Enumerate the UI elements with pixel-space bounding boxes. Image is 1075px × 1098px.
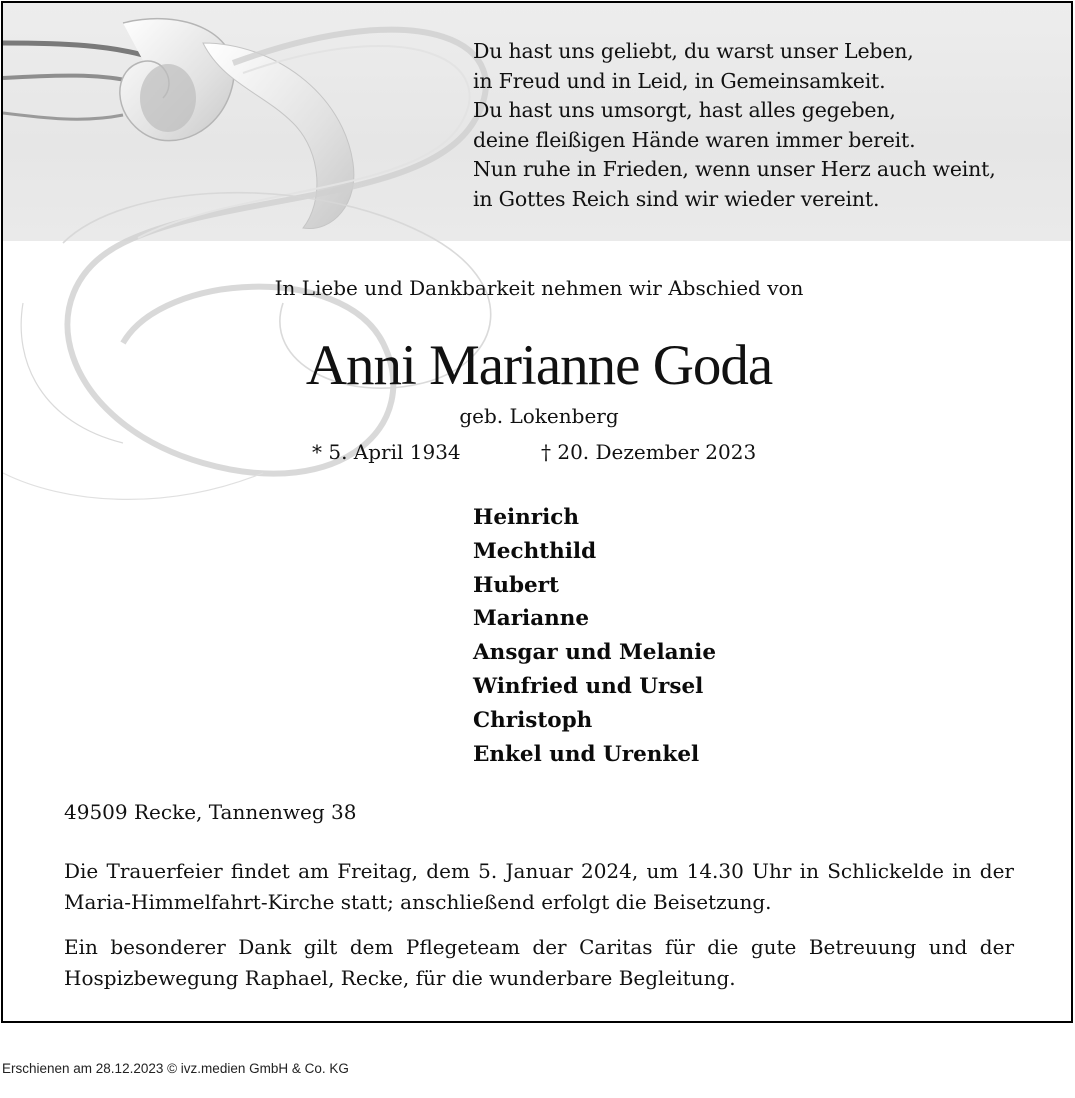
birth-name: geb. Lokenberg [459,404,619,428]
death-date: † 20. Dezember 2023 [541,440,757,464]
poem [473,37,996,214]
mourner: Christoph [473,707,593,733]
mourner: Marianne [473,606,590,632]
poem-line: deine fleißigen Hände waren immer bereit. [473,127,916,152]
birth-date: * 5. April 1934 [312,440,461,464]
mourners-list [473,501,716,771]
mourner: Mechthild [473,538,597,564]
mourner: Heinrich [473,505,580,530]
service-info: Die Trauerfeier findet am Freitag, dem 5. Januar 2024, um 14.30 Uhr in Schlickelde in der Maria-Himmelfahrt-Kirche statt; anschließend erfolgt die Beisetzung. [64,859,1014,914]
poem-line: Nun ruhe in Frieden, wenn unser Herz auch weint, [473,157,996,181]
address: 49509 Recke, Tannenweg 38 [64,800,357,824]
poem-line: Du hast uns umsorgt, hast alles gegeben, [473,98,896,122]
farewell-intro: In Liebe und Dankbarkeit nehmen wir Abschied von [274,276,804,300]
mourner: Enkel und Urenkel [473,741,700,767]
obituary-notice [1,1,1073,1023]
poem-line: in Gottes Reich sind wir wieder vereint. [473,186,880,211]
mourner: Hubert [473,572,559,598]
mourner: Ansgar und Melanie [473,640,717,666]
thanks-note: Ein besonderer Dank gilt dem Pflegeteam der Caritas für die gute Betreuung und der Hospizbewegung Raphael, Recke, für die wunderbare Begleitung. [64,935,1014,990]
mourner: Winfried und Ursel [473,673,704,699]
publication-footer: Erschienen am 28.12.2023 © ivz.medien GmbH & Co. KG [2,1061,349,1076]
poem-line: in Freud und in Leid, in Gemeinsamkeit. [473,68,886,93]
deceased-name: Anni Marianne Goda [305,334,773,397]
poem-line: Du hast uns geliebt, du warst unser Leben, [473,39,914,63]
